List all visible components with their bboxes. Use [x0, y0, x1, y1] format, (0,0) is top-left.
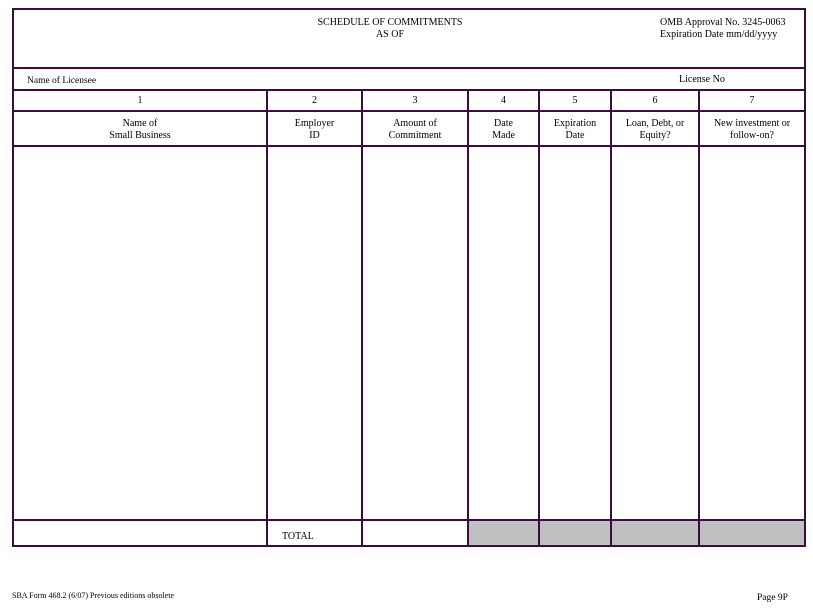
expiration-date: Expiration Date mm/dd/yyyy	[660, 29, 778, 40]
shaded-cell-new-investment	[700, 521, 804, 545]
entry-cell-new-investment[interactable]	[700, 147, 804, 519]
shaded-cell-loan-debt-equity	[612, 521, 698, 545]
name-of-licensee-label: Name of Licensee	[27, 76, 97, 86]
border-top	[12, 8, 806, 10]
entry-cell-amount-of-commitment[interactable]	[363, 147, 467, 519]
title-line-1: SCHEDULE OF COMMITMENTS	[317, 17, 463, 28]
col-header-new-investment: New investment or follow-on?	[713, 118, 791, 141]
column-number-divider	[12, 110, 806, 112]
col-number-5: 5	[572, 95, 578, 106]
form-footer-id: SBA Form 468.2 (6/07) Previous editions obsolete	[12, 591, 174, 600]
border-right	[804, 8, 806, 547]
licensee-divider	[12, 89, 806, 91]
col-header-amount-of-commitment: Amount of Commitment	[388, 118, 442, 141]
col-header-expiration-date: Expiration Date	[553, 118, 597, 141]
col-number-4: 4	[501, 95, 506, 106]
entry-cell-name-of-small-business[interactable]	[14, 147, 266, 519]
entry-cell-loan-debt-equity[interactable]	[612, 147, 698, 519]
entry-cell-date-made[interactable]	[469, 147, 538, 519]
col-header-employer-id: Employer ID	[294, 118, 335, 141]
license-no-label: License No	[679, 74, 725, 85]
total-amount-cell[interactable]	[363, 521, 467, 545]
omb-approval: OMB Approval No. 3245-0063	[660, 17, 786, 28]
col-header-name-of-small-business: Name of Small Business	[109, 118, 171, 141]
entry-cell-employer-id[interactable]	[268, 147, 361, 519]
entry-cell-expiration-date[interactable]	[540, 147, 610, 519]
shaded-cell-date-made	[469, 521, 538, 545]
col-header-loan-debt-equity: Loan, Debt, or Equity?	[625, 118, 685, 141]
col-number-7: 7	[749, 95, 755, 106]
col-header-date-made: Date Made	[492, 118, 515, 141]
omb-block	[660, 17, 786, 41]
col-number-2: 2	[312, 95, 317, 106]
form-title	[290, 17, 490, 41]
total-label: TOTAL	[282, 531, 314, 542]
col-number-3: 3	[412, 95, 418, 106]
title-line-2: AS OF	[375, 29, 405, 40]
col-number-1: 1	[137, 95, 143, 106]
border-bottom	[12, 545, 806, 547]
header-divider	[12, 67, 806, 69]
col-number-6: 6	[652, 95, 658, 106]
shaded-cell-expiration-date	[540, 521, 610, 545]
page-number: Page 9P	[757, 593, 788, 603]
